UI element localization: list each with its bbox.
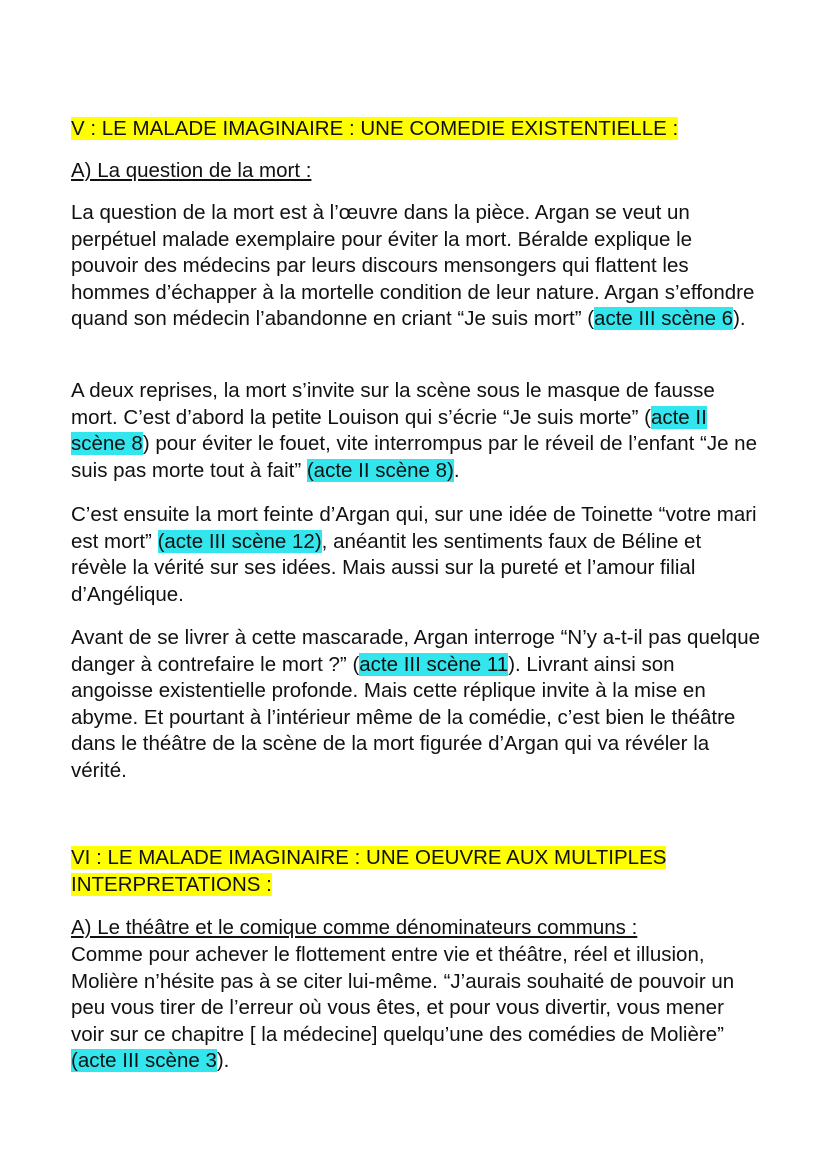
paragraph-text: Avant de se livrer à cette mascarade, Argan interroge “N’y a-t-il pas quelque danger à contrefaire le mort ?” (: [71, 626, 761, 676]
section-6-heading-line2: INTERPRETATIONS :: [71, 872, 272, 896]
paragraph-5-1: [71, 200, 761, 333]
paragraph-text: ). Livrant ainsi son angoisse existentielle profonde. Mais cette réplique invite à la mise en abyme. Et pourtant à l’intérieur même de la comédie, c’est bien le théâtre dans le théâtre de la scène de la mort figurée d’Argan qui va révéler la vérité.: [71, 652, 736, 782]
paragraph-5-4: [71, 625, 761, 784]
paragraph-text: ).: [216, 1049, 230, 1072]
scene-reference: acte III scène 6: [594, 307, 734, 330]
section-5-subheading: A) La question de la mort :: [71, 159, 312, 182]
paragraph-text: ) pour éviter le fouet, vite interrompus par le réveil de l’enfant “Je ne suis pas morte tout à fait”: [71, 432, 757, 482]
paragraph-text: C’est ensuite la mort feinte d’Argan qui, sur une idée de Toinette “votre mari est mort”: [71, 503, 757, 553]
scene-reference: (acte II scène 8): [306, 458, 454, 482]
paragraph-text: Comme pour achever le flottement entre vie et théâtre, réel et illusion, Molière n’hésite pas à se citer lui-même. “J’aurais souhaité de pouvoir un peu vous tirer de l’erreur où vous êtes, et pour vous divertir, vous mener voir sur ce chapitre [ la médecine] quelqu’une des comédies de Molière”: [71, 943, 735, 1046]
section-6-heading: [71, 845, 761, 898]
scene-reference: acte II scène 8: [71, 405, 707, 455]
paragraph-text: A deux reprises, la mort s’invite sur la scène sous le masque de fausse mort. C’est d’abord la petite Louison qui s’écrie “Je suis morte” (: [71, 379, 715, 429]
paragraph-5-3: [71, 502, 761, 608]
paragraph-text: , anéantit les sentiments faux de Béline et révèle la vérité sur ses idées. Mais aussi sur la pureté et l’amour filial d’Angélique.: [71, 529, 702, 606]
scene-reference: acte III scène 11: [359, 652, 509, 676]
paragraph-5-2: [71, 378, 761, 484]
section-6-heading-line1: VI : LE MALADE IMAGINAIRE : UNE OEUVRE AUX MULTIPLES: [71, 846, 667, 869]
paragraph-6-1: [71, 942, 761, 1075]
paragraph-text: La question de la mort est à l’œuvre dans la pièce. Argan se veut un perpétuel malade exemplaire pour éviter la mort. Béralde explique le pouvoir des médecins par leurs discours mensongers qui flattent les hommes d’échapper à la mortelle condition de leur nature. Argan s’effondre quand son médecin l’abandonne en criant “Je suis mort” (: [71, 201, 755, 330]
paragraph-text: ).: [733, 307, 746, 330]
section-5-heading-text: V : LE MALADE IMAGINAIRE : UNE COMEDIE EXISTENTIELLE :: [71, 117, 679, 140]
section-6-subheading: A) Le théâtre et le comique comme dénominateurs communs :: [71, 916, 638, 939]
scene-reference: (acte III scène 3: [71, 1049, 217, 1072]
paragraph-text: .: [453, 458, 460, 482]
section-5-heading: [71, 116, 761, 143]
scene-reference: (acte III scène 12): [157, 529, 322, 553]
